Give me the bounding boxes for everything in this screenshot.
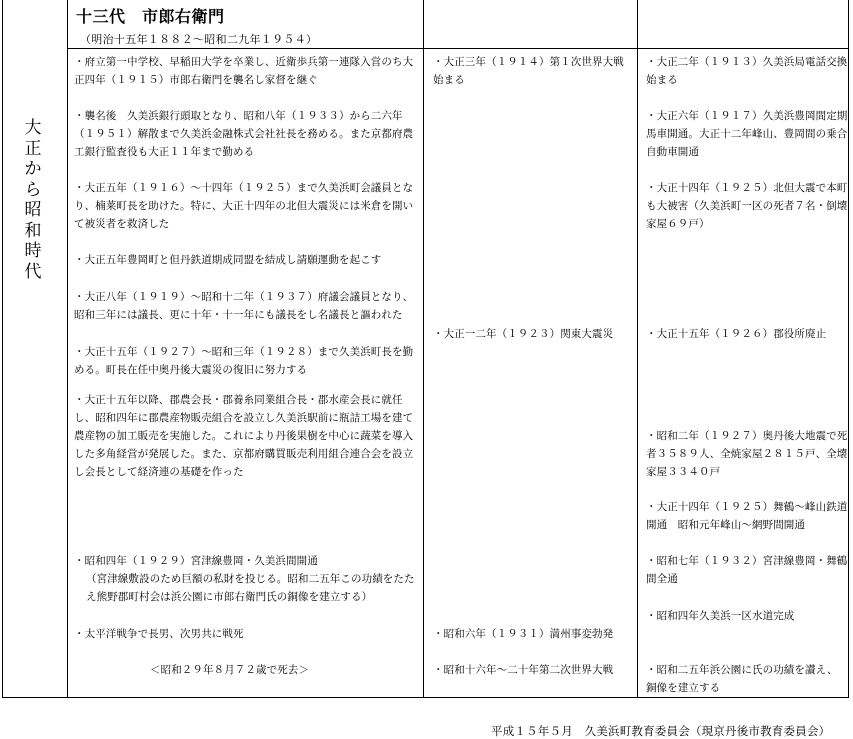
life-dates: （明治十五年１８８２～昭和二九年１９５４） xyxy=(80,33,318,46)
local-event: ・大正十四年（１９２５）舞鶴～峰山鉄道開通 昭和元年峰山～網野間開通 xyxy=(646,501,848,531)
bio-entry: ・太平洋戦争で長男、次男共に戦死 xyxy=(74,628,244,640)
local-event: ・昭和七年（１９３２）宮津線豊岡・舞鶴間全通 xyxy=(646,555,848,585)
header-divider xyxy=(67,48,849,49)
bio-entry: ・府立第一中学校、早稲田大学を卒業し、近衛歩兵第一連隊入営のち大正四年（１９１５）市郎右衛門を襲名し家督を継ぐ xyxy=(74,56,414,86)
bio-entry: ・大正八年（１９１９）～昭和十二年（１９３７）府議会議員となり、昭和三年には議長、更に十年・十一年にも議長をし名議長と謳われた xyxy=(74,291,414,321)
national-event: ・大正三年（１９１４）第１次世界大戦始まる xyxy=(433,56,624,86)
local-event: ・昭和二年（１９２７）奥丹後大地震で死者３５８９人、全焼家屋２８１５戸、全壊家屋３３４０戸 xyxy=(646,430,848,478)
bio-entry: ・大正十五年以降、郡農会長・郡養糸同業組合長・郡水産会長に就任し、昭和四年に郡農産物販売組合を設立し久美浜駅前に瓶詰工場を建て農産物の加工販売を実施した。これにより丹後果樹を中心に蔬菜を導入した多角経営が発展した。また、京都府購買販売利用組合連合会を設立し会長として経済連の基礎を作った xyxy=(74,394,414,478)
local-event: ・大正六年（１９１７）久美浜豊岡間定期馬車開通。大正十二年峰山、豊岡間の乗合自動車開通 xyxy=(646,110,848,158)
column-divider-local xyxy=(637,0,638,697)
footer-credit: 平成１５年５月 久美浜町教育委員会（現京丹後市教育委員会） xyxy=(491,724,831,738)
local-event: ・大正十四年（１９２５）北但大震で本町も大被害（久美浜町一区の死者７名・倒壊家屋６９戸） xyxy=(646,182,848,230)
column-divider-national xyxy=(423,0,424,697)
column-divider-era xyxy=(67,0,68,697)
local-event: ・昭和二五年浜公園に氏の功績を讃え、銅像を建立する xyxy=(646,664,838,694)
bio-entry: ・大正十五年（１９２７）～昭和三年（１９２８）まで久美浜町長を勤める。町長在任中奥丹後大震災の復旧に努力する xyxy=(74,346,414,376)
page-title: 十三代 市郎右衛門 xyxy=(76,7,225,26)
national-event: ・大正一二年（１９２３）関東大震災 xyxy=(433,328,614,340)
bio-entry: ・襲名後 久美浜銀行頭取となり、昭和八年（１９３３）から二六年（１９５１）解散まで久美浜金融株式会社社長を務める。また京都府農工銀行監査役も大正１１年まで勤める xyxy=(74,110,414,158)
bio-entry: ・大正五年豊岡町と但丹鉄道期成同盟を結成し請願運動を起こす xyxy=(74,254,382,266)
local-event: ・昭和四年久美浜一区水道完成 xyxy=(646,610,795,622)
national-event: ・昭和十六年～二十年第二次世界大戦 xyxy=(433,664,614,676)
era-label: 大 正 か ら 昭 和 時 代 xyxy=(24,118,42,282)
bio-entry: ・昭和四年（１９２９）宮津線豊岡・久美浜間開通 xyxy=(74,555,318,567)
bio-entry: ・大正五年（１９１６）～十四年（１９２５）まで久美浜町会議員となり、楠莱町長を助けた。特に、大正十四年の北但大震災には米倉を開いて被災者を救済した xyxy=(74,182,414,230)
death-note: ＜昭和２９年８月７２歳で死去＞ xyxy=(150,664,309,676)
local-event: ・大正十五年（１９２６）郡役所廃止 xyxy=(646,328,827,340)
local-event: ・大正二年（１９１３）久美浜局電話交換始まる xyxy=(646,56,848,86)
national-event: ・昭和六年（１９３１）満州事変勃発 xyxy=(433,628,614,640)
bio-note: （宮津線敷設のため巨額の私財を投じる。昭和二五年この功績をたたえ熊野郡町村会は浜公園に市郎右衛門氏の銅像を建立する） xyxy=(86,573,415,603)
